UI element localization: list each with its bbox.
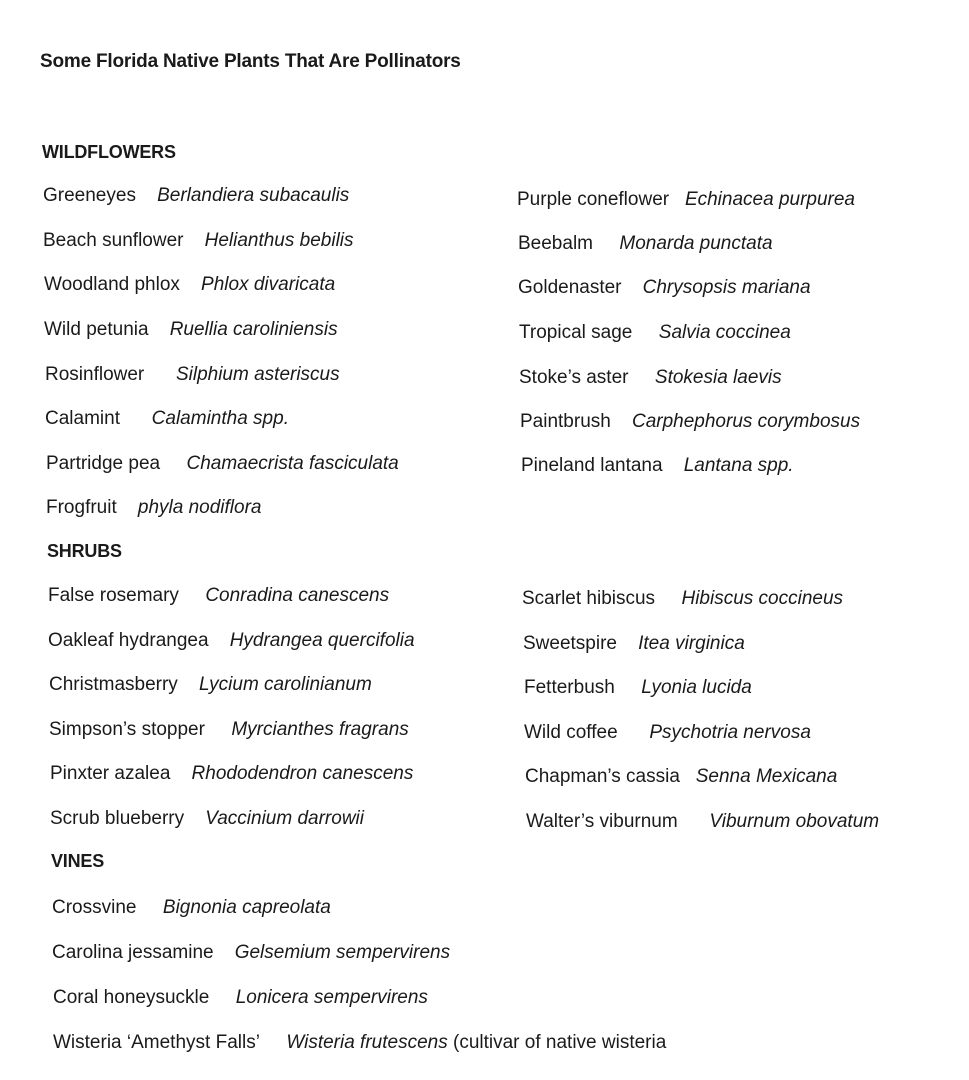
common-name: Fetterbush [524, 677, 615, 698]
plant-entry [518, 232, 773, 256]
scientific-name: Berlandiera subacaulis [157, 185, 350, 206]
plant-entry [520, 410, 860, 434]
scientific-name: Hydrangea quercifolia [229, 630, 415, 651]
scientific-name: Vaccinium darrowii [205, 808, 364, 829]
scientific-name: Hibiscus coccineus [681, 588, 844, 609]
common-name: Walter’s viburnum [526, 811, 678, 832]
common-name: Beebalm [518, 233, 593, 254]
plant-entry [46, 496, 261, 520]
common-name: Calamint [45, 408, 120, 429]
common-name: Partridge pea [46, 453, 161, 474]
common-name: Scarlet hibiscus [522, 588, 656, 609]
common-name: Rosinflower [45, 364, 145, 385]
scientific-name: Phlox divaricata [201, 274, 336, 295]
plant-entry [49, 673, 372, 697]
scientific-name: Wisteria frutescens [286, 1032, 448, 1053]
plant-entry [43, 229, 354, 253]
plant-entry [43, 184, 349, 208]
section-heading-vines: VINES [51, 851, 105, 871]
scientific-name: Lantana spp. [683, 455, 794, 476]
common-name: Stoke’s aster [519, 367, 629, 388]
scientific-name: Lycium carolinianum [198, 674, 372, 695]
common-name: Sweetspire [523, 633, 617, 654]
cultivar-note: (cultivar of native wisteria [453, 1032, 667, 1053]
scientific-name: Lyonia lucida [641, 677, 752, 698]
common-name: Beach sunflower [43, 230, 184, 251]
document-title: Some Florida Native Plants That Are Pollinators [40, 51, 461, 72]
plant-entry [45, 407, 289, 431]
common-name: Chapman’s cassia [525, 766, 680, 787]
plant-entry [518, 276, 811, 300]
common-name: Frogfruit [46, 497, 117, 518]
plant-entry [44, 273, 335, 297]
common-name: Crossvine [52, 897, 137, 918]
common-name: Woodland phlox [44, 274, 180, 295]
scientific-name: Stokesia laevis [654, 367, 782, 388]
scientific-name: Salvia coccinea [658, 322, 791, 343]
scientific-name: Silphium asteriscus [175, 364, 340, 385]
plant-entry [521, 454, 794, 478]
scientific-name: Monarda punctata [619, 233, 773, 254]
scientific-name: Chrysopsis mariana [642, 277, 811, 298]
common-name: Coral honeysuckle [53, 987, 210, 1008]
plant-entry [53, 986, 428, 1010]
scientific-name: Lonicera sempervirens [235, 987, 428, 1008]
plant-entry [49, 718, 409, 742]
plant-entry [519, 366, 782, 390]
common-name: False rosemary [48, 585, 179, 606]
plant-entry [52, 941, 450, 965]
scientific-name: Calamintha spp. [151, 408, 289, 429]
scientific-name: Senna Mexicana [695, 766, 838, 787]
common-name: Christmasberry [49, 674, 178, 695]
common-name: Pineland lantana [521, 455, 663, 476]
section-heading-shrubs: SHRUBS [47, 541, 122, 561]
plant-entry [526, 810, 879, 834]
common-name: Carolina jessamine [52, 942, 214, 963]
scientific-name: Myrcianthes fragrans [231, 719, 409, 740]
common-name: Pinxter azalea [50, 763, 171, 784]
scientific-name: Chamaecrista fasciculata [186, 453, 399, 474]
plant-entry [524, 676, 752, 700]
scientific-name: Viburnum obovatum [709, 811, 880, 832]
plant-entry [519, 321, 791, 345]
plant-entry [53, 1031, 666, 1055]
plant-entry [524, 721, 811, 745]
scientific-name: Gelsemium sempervirens [234, 942, 451, 963]
plant-entry [523, 632, 745, 656]
plant-entry [525, 765, 837, 789]
plant-entry [517, 188, 855, 212]
plant-entry [50, 807, 364, 831]
common-name: Paintbrush [520, 411, 611, 432]
scientific-name: Rhododendron canescens [191, 763, 414, 784]
common-name: Greeneyes [43, 185, 136, 206]
common-name: Wisteria ‘Amethyst Falls’ [53, 1032, 260, 1053]
scientific-name: Echinacea purpurea [684, 189, 856, 210]
scientific-name: Ruellia caroliniensis [169, 319, 338, 340]
scientific-name: Psychotria nervosa [649, 722, 811, 743]
common-name: Simpson’s stopper [49, 719, 205, 740]
plant-entry [48, 629, 415, 653]
common-name: Oakleaf hydrangea [48, 630, 209, 651]
scientific-name: Carphephorus corymbosus [631, 411, 861, 432]
scientific-name: Conradina canescens [205, 585, 390, 606]
common-name: Wild petunia [44, 319, 149, 340]
plant-entry [48, 584, 389, 608]
plant-entry [45, 363, 340, 387]
plant-entry [522, 587, 843, 611]
plant-entry [46, 452, 399, 476]
common-name: Wild coffee [524, 722, 618, 743]
common-name: Scrub blueberry [50, 808, 185, 829]
scientific-name: Itea virginica [638, 633, 745, 654]
common-name: Tropical sage [519, 322, 633, 343]
scientific-name: phyla nodiflora [137, 497, 262, 518]
common-name: Purple coneflower [517, 189, 670, 210]
plant-entry [50, 762, 413, 786]
scientific-name: Helianthus bebilis [204, 230, 354, 251]
section-heading-wildflowers: WILDFLOWERS [42, 142, 176, 162]
scientific-name: Bignonia capreolata [162, 897, 331, 918]
plant-entry [52, 896, 331, 920]
plant-entry [44, 318, 338, 342]
common-name: Goldenaster [518, 277, 622, 298]
